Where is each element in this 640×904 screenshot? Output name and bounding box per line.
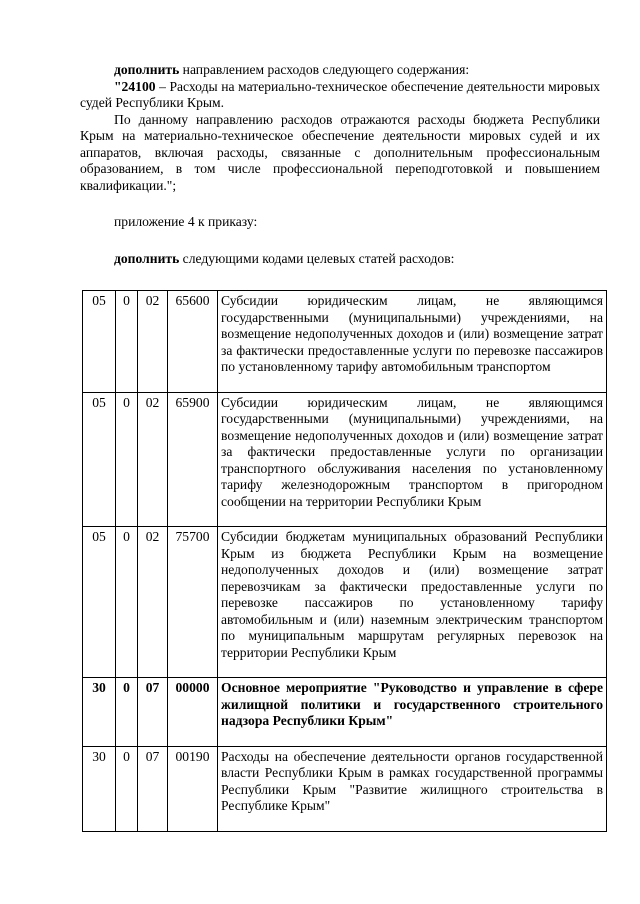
- code-description: Субсидии юридическим лицам, не являющимся государственными (муниципальными) учреждениями, на возмещение недополученных доходов и (или) возмещение затрат за фактически предоставленные услуги по организации транспортного обслуживания населения по установленному тарифу железнодорожным транспортом в пригородном сообщении на территории Республики Крым: [218, 392, 607, 527]
- spacer: [80, 194, 600, 214]
- code-direction: 00000: [168, 678, 218, 747]
- code-program: 05: [83, 392, 116, 527]
- code-subprogram: 0: [116, 678, 138, 747]
- code-direction: 00190: [168, 746, 218, 831]
- code-direction: 65600: [168, 291, 218, 393]
- code-program: 05: [83, 291, 116, 393]
- code-event: 02: [138, 392, 168, 527]
- direction-code: "24100: [114, 78, 156, 94]
- codes-intro: [80, 251, 600, 268]
- code-direction: 65900: [168, 392, 218, 527]
- code-description: Субсидии бюджетам муниципальных образований Республики Крым из бюджета Республики Крым на возмещение недополученных доходов и (или) возмещение затрат перевозчикам за фактически предоставленные услуги по перевозке пассажиров по установленному тарифу автомобильным и (или) наземным электрическим транспортом по муниципальным маршрутам регулярных перевозок на территории Республики Крым: [218, 527, 607, 678]
- direction-description: По данному направлению расходов отражаются расходы бюджета Республики Крым на материально-техническое обеспечение деятельности мировых судей и их аппаратов, включая расходы, связанные с дополнительным профессиональным образованием, в том числе профессиональной переподготовкой и повышением квалификации.";: [80, 111, 600, 193]
- code-description: Субсидии юридическим лицам, не являющимся государственными (муниципальными) учреждениями, на возмещение недополученных доходов и (или) возмещение затрат за фактически предоставленные услуги по перевозке пассажиров по установленному тарифу автомобильным транспортом: [218, 291, 607, 393]
- spacer: [80, 231, 600, 251]
- code-subprogram: 0: [116, 392, 138, 527]
- table-row: [83, 291, 607, 393]
- code-event: 07: [138, 746, 168, 831]
- code-event: 07: [138, 678, 168, 747]
- intro-line-1-text: направлением расходов следующего содержания:: [179, 62, 470, 77]
- direction-text: – Расходы на материально-техническое обеспечение деятельности мировых судей Республики Крым.: [80, 78, 600, 110]
- code-program: 30: [83, 746, 116, 831]
- code-description: Основное мероприятие "Руководство и управление в сфере жилищной политики и государственного строительного надзора Республики Крым": [218, 678, 607, 747]
- code-event: 02: [138, 527, 168, 678]
- intro-line-1: [80, 62, 600, 79]
- code-description: Расходы на обеспечение деятельности органов государственной власти Республики Крым в рамках государственной программы Республики Крым "Развитие жилищного строительства в Республике Крым": [218, 746, 607, 831]
- bold-keyword: дополнить: [114, 62, 180, 77]
- direction-paragraph: [80, 79, 600, 112]
- code-direction: 75700: [168, 527, 218, 678]
- appendix-reference: приложение 4 к приказу:: [114, 214, 258, 229]
- code-subprogram: 0: [116, 291, 138, 393]
- code-subprogram: 0: [116, 746, 138, 831]
- codes-intro-text: следующими кодами целевых статей расходов:: [179, 250, 455, 266]
- table-row: [83, 746, 607, 831]
- table-row: [83, 392, 607, 527]
- target-codes-table: [82, 290, 607, 832]
- code-event: 02: [138, 291, 168, 393]
- bold-keyword: дополнить: [114, 250, 180, 266]
- table-row: [83, 678, 607, 747]
- code-program: 30: [83, 678, 116, 747]
- document-page: [80, 62, 600, 267]
- code-subprogram: 0: [116, 527, 138, 678]
- table-row: [83, 527, 607, 678]
- code-program: 05: [83, 527, 116, 678]
